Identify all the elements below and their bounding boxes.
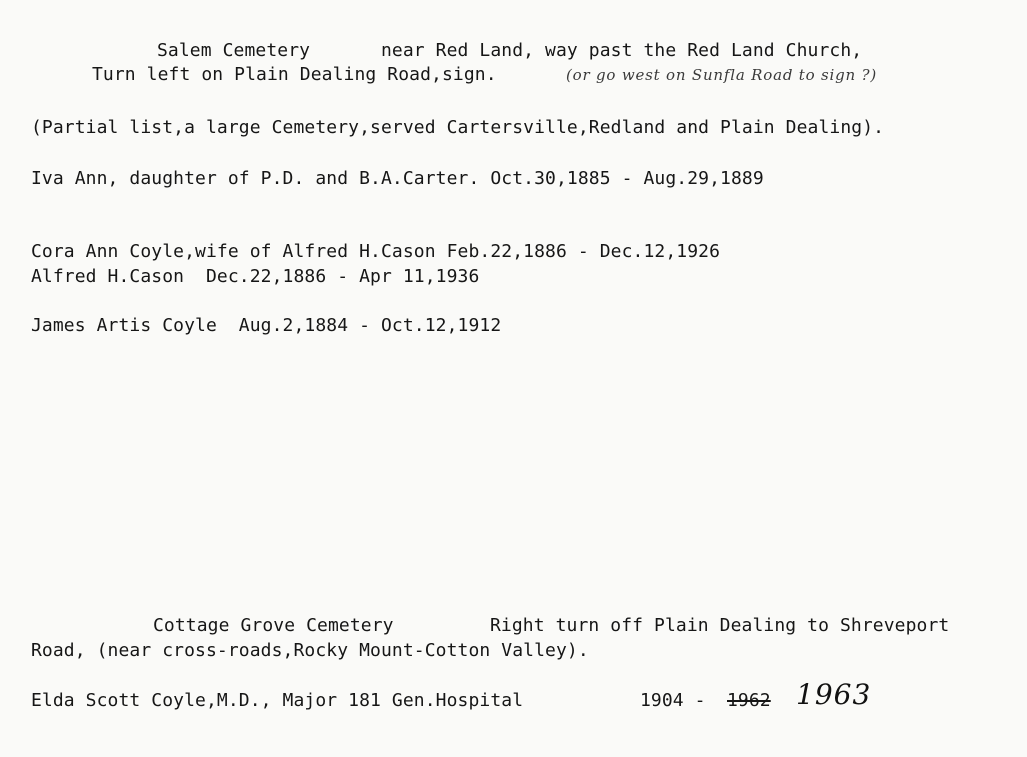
struck-year: 1962 bbox=[727, 690, 771, 711]
burial-entry: James Artis Coyle Aug.2,1884 - Oct.12,1912 bbox=[31, 315, 502, 336]
burial-entry: Elda Scott Coyle,M.D., Major 181 Gen.Hospital bbox=[31, 690, 524, 711]
cottage-grove-heading-name: Cottage Grove Cemetery bbox=[153, 615, 394, 636]
cottage-grove-heading-directions: Right turn off Plain Dealing to Shreveport bbox=[490, 615, 950, 636]
cottage-grove-heading-line2: Road, (near cross-roads,Rocky Mount-Cotton Valley). bbox=[31, 640, 589, 661]
burial-entry: Alfred H.Cason Dec.22,1886 - Apr 11,1936 bbox=[31, 266, 480, 287]
burial-entry: Iva Ann, daughter of P.D. and B.A.Carter. Oct.30,1885 - Aug.29,1889 bbox=[31, 168, 764, 189]
handwritten-note: (or go west on Sunfla Road to sign ?) bbox=[566, 66, 878, 84]
partial-list-note: (Partial list,a large Cemetery,served Cartersville,Redland and Plain Dealing). bbox=[31, 117, 885, 138]
handwritten-year: 1963 bbox=[796, 678, 872, 711]
salem-heading-line2: Turn left on Plain Dealing Road,sign. bbox=[92, 64, 497, 85]
salem-heading-directions: near Red Land, way past the Red Land Church, bbox=[381, 40, 863, 61]
burial-entry-years: 1904 - bbox=[640, 690, 706, 711]
burial-entry: Cora Ann Coyle,wife of Alfred H.Cason Feb.22,1886 - Dec.12,1926 bbox=[31, 241, 721, 262]
salem-heading-name: Salem Cemetery bbox=[157, 40, 311, 61]
